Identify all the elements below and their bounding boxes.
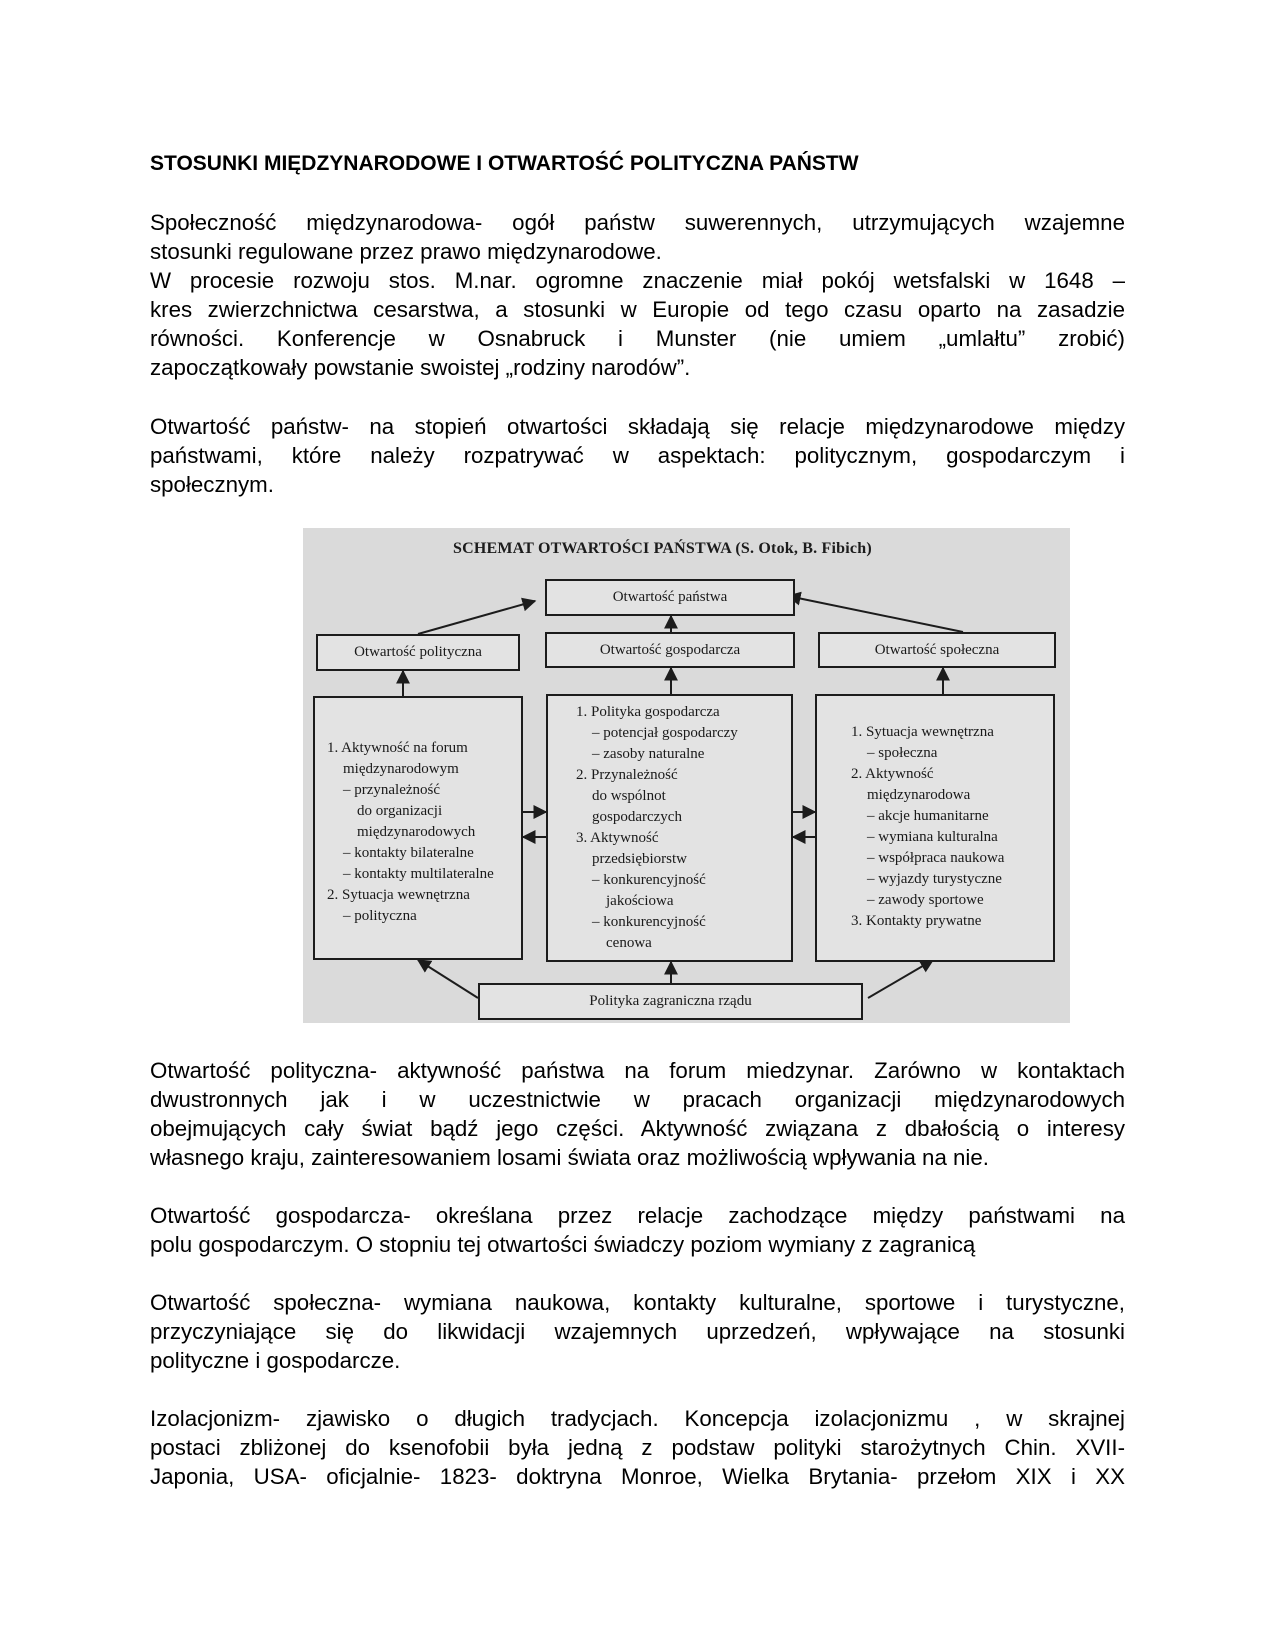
text-line: polu gospodarczym. O stopniu tej otwartości świadczy poziom wymiany z zagranicą: [150, 1232, 976, 1257]
paragraph-political-openness: [150, 1056, 1125, 1172]
scheme-list-item: 2. Sytuacja wewnętrzna: [327, 887, 470, 903]
scheme-list-item: 2. Aktywność: [851, 766, 934, 782]
scheme-list-item: 1. Aktywność na forum: [327, 740, 468, 756]
scheme-list-item: 2. Przynależność: [576, 767, 678, 783]
text-line: kres zwierzchnictwa cesarstwa, a stosunki w Europie od tego czasu oparto na zasadzie: [150, 297, 1125, 322]
scheme-list-item: – społeczna: [867, 745, 938, 761]
economic-items-list: [576, 702, 791, 954]
text-line: W procesie rozwoju stos. M.nar. ogromne znaczenie miał pokój wetsfalski w 1648 –: [150, 268, 1125, 293]
scheme-list-item: gospodarczych: [592, 809, 682, 825]
scheme-list-item: – konkurencyjność: [592, 872, 706, 888]
text-line: polityczne i gospodarcze.: [150, 1348, 401, 1373]
text-line: państwami, które należy rozpatrywać w aspektach: politycznym, gospodarczym i: [150, 443, 1125, 468]
paragraph-state-openness: [150, 412, 1125, 499]
text-line: obejmujących cały świat bądź jego części. Aktywność związana z dbałością o interesy: [150, 1116, 1125, 1141]
text-line: Japonia, USA- oficjalnie- 1823- doktryna Monroe, Wielka Brytania- przełom XIX i XX: [150, 1464, 1125, 1489]
scheme-list-item: 1. Sytuacja wewnętrzna: [851, 724, 994, 740]
scheme-list-item: do wspólnot: [592, 788, 666, 804]
scheme-list-item: do organizacji: [357, 803, 443, 819]
scheme-list-item: 1. Polityka gospodarcza: [576, 704, 720, 720]
scheme-list-item: – kontakty bilateralne: [343, 845, 474, 861]
scheme-list-item: – przynależność: [343, 782, 441, 798]
paragraph-social-openness: [150, 1288, 1125, 1375]
scheme-list-item: – współpraca naukowa: [867, 850, 1005, 866]
scheme-list-item: – potencjał gospodarczy: [592, 725, 738, 741]
text-line: stosunki regulowane przez prawo międzynarodowe.: [150, 239, 662, 264]
scheme-list-item: międzynarodowym: [343, 761, 459, 777]
text-line: przyczyniające się do likwidacji wzajemnych uprzedzeń, wpływające na stosunki: [150, 1319, 1125, 1344]
political-items-list: [327, 738, 521, 927]
scheme-list-item: międzynarodowa: [867, 787, 971, 803]
text-line: Otwartość polityczna- aktywność państwa na forum miedzynar. Zarówno w kontaktach: [150, 1058, 1125, 1083]
text-line: równości. Konferencje w Osnabruck i Munster (nie umiem „umlałtu” zrobić): [150, 326, 1125, 351]
text-line: postaci zbliżonej do ksenofobii była jedną z podstaw polityki starożytnych Chin. XVII-: [150, 1435, 1125, 1460]
scheme-title: SCHEMAT OTWARTOŚCI PAŃSTWA (S. Otok, B. Fibich): [453, 540, 872, 557]
scheme-list-item: – akcje humanitarne: [867, 808, 989, 824]
box-political-openness: Otwartość polityczna: [316, 634, 520, 671]
text-line: własnego kraju, zainteresowaniem losami świata oraz możliwością wpływania na nie.: [150, 1145, 989, 1170]
text-line: Izolacjonizm- zjawisko o długich tradycjach. Koncepcja izolacjonizmu , w skrajnej: [150, 1406, 1125, 1431]
box-economic-openness: Otwartość gospodarcza: [545, 632, 795, 668]
box-social-details: [815, 694, 1055, 962]
text-line: zapoczątkowały powstanie swoistej „rodziny narodów”.: [150, 355, 691, 380]
paragraph-economic-openness: [150, 1201, 1125, 1259]
box-political-details: [313, 696, 523, 960]
scheme-list-item: jakościowa: [606, 893, 674, 909]
text-line: Otwartość społeczna- wymiana naukowa, kontakty kulturalne, sportowe i turystyczne,: [150, 1290, 1125, 1315]
text-line: dwustronnych jak i w uczestnictwie w pracach organizacji międzynarodowych: [150, 1087, 1125, 1112]
text-line: społecznym.: [150, 472, 274, 497]
scheme-list-item: 3. Kontakty prywatne: [851, 913, 982, 929]
text-line: Otwartość państw- na stopień otwartości składają się relacje międzynarodowe między: [150, 414, 1125, 439]
text-line: Otwartość gospodarcza- określana przez relacje zachodzące między państwami na: [150, 1203, 1125, 1228]
box-state-openness: Otwartość państwa: [545, 579, 795, 616]
paragraph-isolationism: [150, 1404, 1125, 1491]
scheme-list-item: – wyjazdy turystyczne: [867, 871, 1002, 887]
social-items-list: [851, 722, 1053, 932]
box-social-openness: Otwartość społeczna: [818, 632, 1056, 668]
scheme-list-item: 3. Aktywność: [576, 830, 659, 846]
paragraph-international-community: [150, 208, 1125, 382]
scheme-list-item: – wymiana kulturalna: [867, 829, 998, 845]
openness-scheme-figure: [303, 528, 1070, 1023]
text-line: Społeczność międzynarodowa- ogół państw suwerennych, utrzymujących wzajemne: [150, 210, 1125, 235]
scheme-list-item: cenowa: [606, 935, 652, 951]
scheme-list-item: międzynarodowych: [357, 824, 476, 840]
scheme-list-item: – polityczna: [343, 908, 417, 924]
scheme-list-item: – zasoby naturalne: [592, 746, 705, 762]
box-foreign-policy: Polityka zagraniczna rządu: [478, 983, 863, 1020]
scheme-list-item: – konkurencyjność: [592, 914, 706, 930]
scheme-list-item: przedsiębiorstw: [592, 851, 687, 867]
scheme-list-item: – zawody sportowe: [867, 892, 984, 908]
page-title: STOSUNKI MIĘDZYNARODOWE I OTWARTOŚĆ POLITYCZNA PAŃSTW: [150, 152, 859, 175]
box-economic-details: [546, 694, 793, 962]
scheme-list-item: – kontakty multilateralne: [343, 866, 494, 882]
